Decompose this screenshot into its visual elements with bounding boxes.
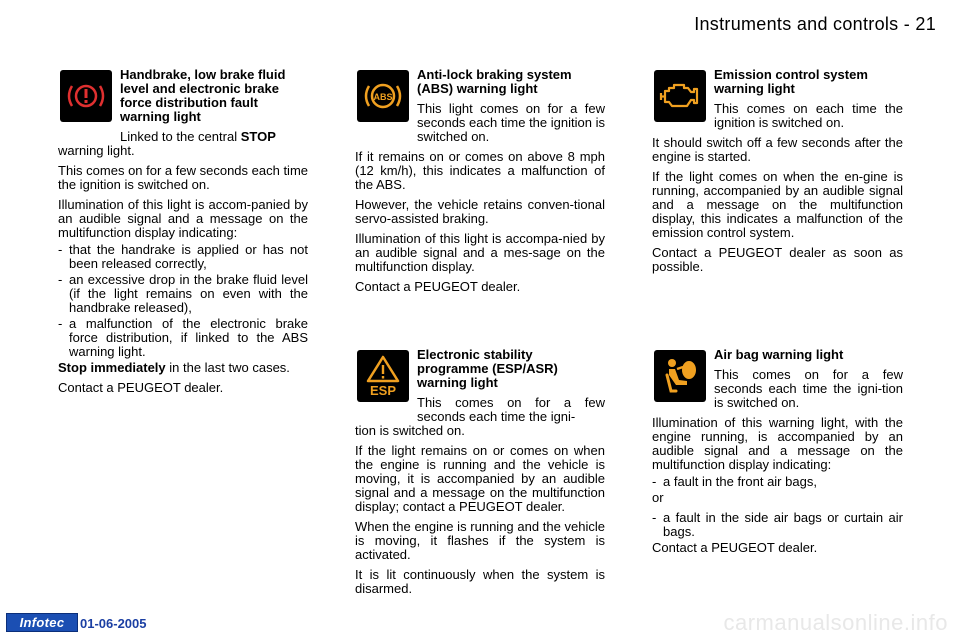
abs-warning-icon — [357, 70, 409, 122]
paragraph: If the light remains on or comes on when the engine is running and the vehicle is moving, it is accompanied by an audible signal and a message on the multifunction display; contact a PEUGEOT dealer. — [355, 443, 605, 514]
list-item: - a malfunction of the electronic brake force distribution, if linked to the ABS warning light. — [58, 317, 308, 359]
intro-continued: warning light. — [58, 143, 135, 158]
conditions-list — [58, 243, 308, 359]
section-title: Handbrake, low brake fluid level and electronic brake force distribution fault warning light — [120, 67, 286, 124]
footer-date: 01-06-2005 — [80, 616, 147, 631]
section-emission-warning — [652, 68, 903, 274]
infotec-logo: Infotec — [6, 613, 78, 632]
stop-immediately-label: Stop immediately — [58, 360, 166, 375]
contact-text: Contact a PEUGEOT dealer. — [355, 279, 521, 294]
airbag-fault-list — [652, 475, 903, 489]
paragraph: If it remains on or comes on above 8 mph (12 km/h), this indicates a malfunction of the ABS. — [355, 149, 605, 192]
engine-warning-icon — [654, 70, 706, 122]
intro-text: This comes on each time the ignition is switched on. — [714, 101, 903, 130]
svg-text:ABS: ABS — [373, 92, 393, 102]
column-abs — [355, 68, 605, 300]
list-item: - that the handrake is applied or has not been released correctly, — [58, 243, 308, 271]
section-title: Anti-lock braking system (ABS) warning light — [417, 67, 572, 96]
stop-label: STOP — [240, 129, 276, 144]
paragraph: If the light comes on when the en-gine is running, accompanied by an audible signal and a message on the multifunction display, this indicates a malfunction of the emission control system. — [652, 169, 903, 240]
esp-warning-icon — [357, 350, 409, 402]
section-title: Air bag warning light — [714, 347, 844, 362]
paragraph: It should switch off a few seconds after the engine is started. — [652, 135, 903, 164]
contact-text: Contact a PEUGEOT dealer. — [58, 380, 224, 395]
intro-text: This comes on for a few seconds each time the igni- — [417, 395, 605, 424]
stop-text: in the last two cases. — [165, 360, 290, 375]
esp-icon-label: ESP — [369, 383, 397, 398]
column-airbag — [652, 348, 903, 561]
page-header: Instruments and controls - 21 — [694, 14, 936, 34]
airbag-warning-icon — [654, 350, 706, 402]
list-item: - an excessive drop in the brake fluid level (if the light remains on even with the handbrake released), — [58, 273, 308, 315]
section-abs-warning — [355, 68, 605, 294]
paragraph: This comes on for a few seconds each time the ignition is switched on. — [58, 163, 309, 192]
list-item: - a fault in the side air bags or curtain air bags. — [652, 511, 903, 539]
section-brake-warning — [58, 68, 308, 395]
watermark: carmanualsonline.info — [723, 610, 948, 635]
paragraph: Contact a PEUGEOT dealer as soon as possible. — [652, 245, 903, 274]
paragraph: However, the vehicle retains conven-tional servo-assisted braking. — [355, 197, 605, 226]
section-esp-warning — [355, 348, 605, 596]
paragraph: Illumination of this light is accompa-nied by an audible signal and a mes-sage on the multifunction display. — [355, 231, 605, 274]
paragraph: Illumination of this light is accom-panied by an audible signal and a message on the multifunction display indicating: — [58, 197, 308, 240]
airbag-fault-list-2 — [652, 511, 903, 539]
column-esp — [355, 348, 605, 602]
intro-text: Linked to the central — [120, 129, 241, 144]
or-text: or — [652, 490, 664, 505]
paragraph: When the engine is running and the vehicle is moving, it flashes if the system is activated. — [355, 519, 605, 562]
intro-continued: tion is switched on. — [355, 423, 465, 438]
section-title: Emission control system warning light — [714, 67, 868, 96]
list-item: - a fault in the front air bags, — [652, 475, 903, 489]
section-title: Electronic stability programme (ESP/ASR) warning light — [417, 347, 558, 390]
brake-warning-icon — [60, 70, 112, 122]
paragraph: It is lit continuously when the system is disarmed. — [355, 567, 605, 596]
paragraph: Illumination of this warning light, with the engine running, is accompanied by an audible signal and a message on the multifunction display indicating: — [652, 415, 903, 472]
column-emission — [652, 68, 903, 280]
column-brake — [58, 68, 308, 401]
section-airbag-warning — [652, 348, 903, 555]
intro-text: This comes on for a few seconds each time the igni-tion is switched on. — [714, 367, 903, 410]
intro-text: This light comes on for a few seconds each time the ignition is switched on. — [417, 101, 605, 144]
contact-text: Contact a PEUGEOT dealer. — [652, 540, 818, 555]
